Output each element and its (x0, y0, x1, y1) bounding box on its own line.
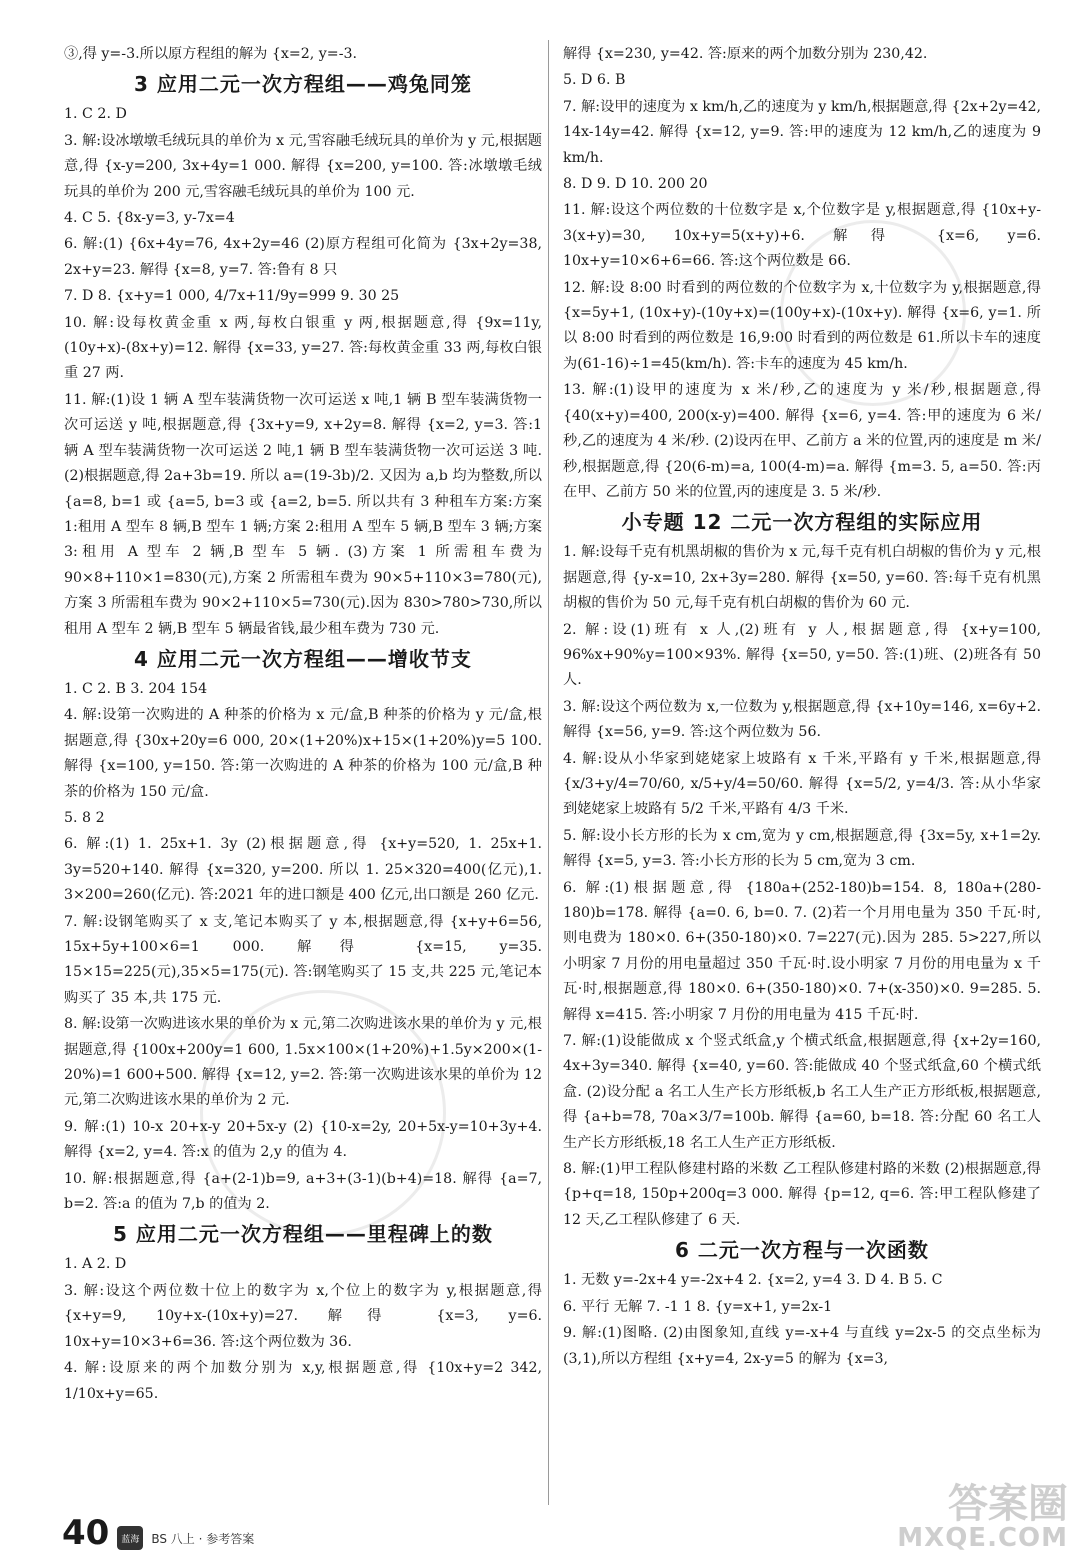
answer-item: 8. D 9. D 10. 200 20 (563, 176, 708, 193)
answer-item: 3. 解:设这个两位数为 x,一位数为 y,根据题意,得 {x+10y=146, x=6y+2. 解得 {x=56, y=9. 答:这个两位数为 56. (563, 698, 1041, 741)
answer-item: 8. 解:(1)甲工程队修建村路的米数 乙工程队修建村路的米数 (2)根据题意,得 {p+q=18, 150p+200q=3 000. 解得 {p=12, q=6. 答:甲工程队修建了 12 天,乙工程队修建了 6 天. (563, 1161, 1041, 1228)
answer-item: 2. 解:设(1)班有 x 人,(2)班有 y 人,根据题意,得 {x+y=100, 96%x+90%y=100×93%. 解得 {x=50, y=50. 答:(1)班、(2)班各有 50 人. (563, 621, 1041, 689)
answer-item: 4. 解:设从小华家到姥姥家上坡路有 x 千米,平路有 y 千米,根据题意,得 {x/3+y/4=70/60, x/5+y/4=50/60. 解得 {x=5/2, y=4/3. 答:从小华家到姥姥家上坡路有 5/2 千米,平路有 4/3 千米. (563, 750, 1041, 818)
answer-item: 11. 解:(1)设 1 辆 A 型车装满货物一次可运送 x 吨,1 辆 B 型车装满货物一次可运送 y 吨,根据题意,得 {3x+y=9, x+2y=8. 解得 {x=2, y=3. 答:1 辆 A 型车装满货物一次可运送 2 吨,1 辆 B 型车装满货物一次可运送 3 吨. (2)根据题意,得 2a+3b=19. 所以 a=(19-3b)/2. 又因为 a,b 均为整数,所以 {a=8, b=1 或 {a=5, b=3 或 {a=2, b=5. 所以共有 3 种租车方案:方案 1:租用 A 型车 8 辆,B 型车 1 辆;方案 2:租用 A 型车 5 辆,B 型车 3 辆;方案 3:租用 A 型车 2 辆,B 型车 5 辆. (3)方案 1 所需租车费为 90×8+110×1=830(元),方案 2 所需租车费为 90×5+110×3=780(元),方案 3 所需租车费为 90×2+110×5=730(元).因为 830>780>730,所以租用 A 型车 2 辆,B 型车 5 辆最省钱,最少租车费为 730 元. (64, 391, 542, 637)
answer-item: 12. 解:设 8:00 时看到的两位数的个位数字为 x,十位数字为 y,根据题意,得 {x=5y+1, (10x+y)-(10y+x)=(100y+x)-(10x+y). 解得 {x=6, y=1. 所以 8:00 时看到的两位数是 16,9:00 时看到的两位数是 61.所以卡车的速度为(61-16)÷1=45(km/h). 答:卡车的速度为 45 km/h. (563, 279, 1041, 372)
answer-item: 1. C 2. B 3. 204 154 (64, 680, 208, 697)
watermark-site: MXQE.COM (897, 1523, 1068, 1553)
answer-item: 5. D 6. B (563, 72, 626, 89)
answer-item: 4. C 5. {8x-y=3, y-7x=4 (64, 210, 235, 227)
answer-item: 1. A 2. D (64, 1256, 127, 1273)
watermark-main: 答案圈 (948, 1481, 1068, 1527)
answer-item: 11. 解:设这个两位数的十位数字是 x,个位数字是 y,根据题意,得 {10x+y-3(x+y)=30, 10x+y=5(x+y)+6. 解得 {x=6, y=6. 10x+y=10×6+6=66. 答:这个两位数是 66. (563, 202, 1041, 270)
page-number: 40 (62, 1513, 110, 1553)
answer-item: 7. D 8. {x+y=1 000, 4/7x+11/9y=999 9. 30 25 (64, 288, 400, 305)
section-title: 3 应用二元一次方程组——鸡兔同笼 (134, 72, 472, 97)
answer-item: 8. 解:设第一次购进该水果的单价为 x 元,第二次购进该水果的单价为 y 元,根据题意,得 {100x+200y=1 600, 1.5x×100×(1+20%)+1.5y×200×(1-20%)=1 600+500. 解得 {x=12, y=2. 答:第一次购进该水果的单价为 12 元,第二次购进该水果的单价为 2 元. (64, 1016, 542, 1109)
answer-item: 4. 解:设第一次购进的 A 种茶的价格为 x 元/盒,B 种茶的价格为 y 元/盒,根据题意,得 {30x+20y=6 000, 20×(1+20%)x+15×(1+20%)y=5 100. 解得 {x=100, y=150. 答:第一次购进的 A 种茶的价格为 100 元/盒,B 种茶的价格为 150 元/盒. (64, 707, 542, 800)
answer-item: 10. 解:设每枚黄金重 x 两,每枚白银重 y 两,根据题意,得 {9x=11y, (10y+x)-(8x+y)=12. 解得 {x=33, y=27. 答:每枚黄金重 33 两,每枚白银重 27 两. (64, 314, 542, 382)
answer-item: 1. 解:设每千克有机黑胡椒的售价为 x 元,每千克有机白胡椒的售价为 y 元,根据题意,得 {y-x=10, 2x+3y=280. 解得 {x=50, y=60. 答:每千克有机黑胡椒的售价为 50 元,每千克有机白胡椒的售价为 60 元. (563, 544, 1041, 612)
answer-item: 6. 解:(1) {6x+4y=76, 4x+2y=46 (2)原方程组可化简为 {3x+2y=38, 2x+y=23. 解得 {x=8, y=7. 答:鲁有 8 只 (64, 236, 542, 278)
section-title: 小专题 12 二元一次方程组的实际应用 (621, 510, 983, 535)
answer-item: 9. 解:(1) 10-x 20+x-y 20+5x-y (2) {10-x=2y, 20+5x-y=10+3y+4. 解得 {x=2, y=4. 答:x 的值为 2,y 的值为 4. (64, 1118, 542, 1161)
answer-item: 1. 无数 y=-2x+4 y=-2x+4 2. {x=2, y=4 3. D 4. B 5. C (563, 1272, 943, 1289)
section-title: 6 二元一次方程与一次函数 (675, 1238, 929, 1263)
answer-item: 7. 解:设钢笔购买了 x 支,笔记本购买了 y 本,根据题意,得 {x+y+6=56, 15x+5y+100×6=1 000. 解得 {x=15, y=35. 15×15=225(元),35×5=175(元). 答:钢笔购买了 15 支,共 225 元,笔记本购买了 35 本,共 175 元. (64, 913, 542, 1006)
section-title: 5 应用二元一次方程组——里程碑上的数 (113, 1222, 493, 1247)
answer-item: 4. 解:设原来的两个加数分别为 x,y,根据题意,得 {10x+y=2 342, 1/10x+y=65. (64, 1360, 542, 1402)
column-divider (548, 40, 549, 1505)
answer-item: 3. 解:设这个两位数十位上的数字为 x,个位上的数字为 y,根据题意,得 {x+y=9, 10y+x-(10x+y)=27. 解得 {x=3, y=6. 10x+y=10×3+6=36. 答:这个两位数为 36. (64, 1282, 542, 1350)
footer-text: BS 八上 · 参考答案 (151, 1532, 255, 1546)
answer-item: 1. C 2. D (64, 106, 127, 123)
answer-item: 7. 解:设甲的速度为 x km/h,乙的速度为 y km/h,根据题意,得 {2x+2y=42, 14x-14y=42. 解得 {x=12, y=9. 答:甲的速度为 12 km/h,乙的速度为 9 km/h. (563, 98, 1041, 166)
answer-item: 6. 解:(1) 1. 25x+1. 3y (2)根据题意,得 {x+y=520, 1. 25x+1. 3y=520+140. 解得 {x=320, y=200. 所以 1. 25×320=400(亿元),1. 3×200=260(亿元). 答:2021 年的进口额是 400 亿元,出口额是 260 亿元. (64, 836, 542, 904)
answer-item: 9. 解:(1)图略. (2)由图象知,直线 y=-x+4 与直线 y=2x-5 的交点坐标为(3,1),所以方程组 {x+y=4, 2x-y=5 的解为 {x=3, (563, 1325, 1041, 1367)
publisher-logo-text: 蓝海 (121, 1534, 140, 1545)
page-footer (62, 1510, 255, 1553)
left-column (64, 42, 542, 1408)
answer-item: 5. 8 2 (64, 809, 105, 826)
answer-item: 10. 解:根据题意,得 {a+(2-1)b=9, a+3+(3-1)(b+4)=18. 解得 {a=7, b=2. 答:a 的值为 7,b 的值为 2. (64, 1170, 542, 1213)
answer-item: 6. 平行 无解 7. -1 1 8. {y=x+1, y=2x-1 (563, 1298, 833, 1315)
answer-item: 解得 {x=230, y=42. 答:原来的两个加数分别为 230,42. (563, 46, 928, 62)
right-column (563, 42, 1041, 1373)
answer-line: ③,得 y=-3.所以原方程组的解为 {x=2, y=-3. (64, 46, 358, 62)
answer-item: 7. 解:(1)设能做成 x 个竖式纸盒,y 个横式纸盒,根据题意,得 {x+2y=160, 4x+3y=340. 解得 {x=40, y=60. 答:能做成 40 个竖式纸盒,60 个横式纸盒. (2)设分配 a 名工人生产长方形纸板,b 名工人生产正方形纸板,根据题意,得 {a+b=78, 70a×3/7=100b. 解得 {a=60, b=18. 答:分配 60 名工人生产长方形纸板,18 名工人生产正方形纸板. (563, 1033, 1041, 1151)
answer-item: 3. 解:设冰墩墩毛绒玩具的单价为 x 元,雪容融毛绒玩具的单价为 y 元,根据题意,得 {x-y=200, 3x+4y=1 000. 解得 {x=200, y=100. 答:冰墩墩毛绒玩具的单价为 200 元,雪容融毛绒玩具的单价为 100 元. (64, 132, 542, 200)
answer-item: 6. 解:(1)根据题意,得 {180a+(252-180)b=154. 8, 180a+(280-180)b=178. 解得 {a=0. 6, b=0. 7. (2)若一个月用电量为 350 千瓦·时,则电费为 180×0. 6+(350-180)×0. 7=227(元).因为 285. 5>227,所以小明家 7 月份的用电量超过 350 千瓦·时.设小明家 7 月份的用电量为 x 千瓦·时,根据题意,得 180×0. 6+(350-180)×0. 7+(x-350)×0. 9=285. 5. 解得 x=415. 答:小明家 7 月份的用电量为 415 千瓦·时. (563, 879, 1041, 1023)
answer-item: 5. 解:设小长方形的长为 x cm,宽为 y cm,根据题意,得 {3x=5y, x+1=2y. 解得 {x=5, y=3. 答:小长方形的长为 5 cm,宽为 3 cm. (563, 827, 1041, 870)
publisher-logo-icon (117, 1526, 143, 1550)
watermark (897, 1481, 1068, 1553)
section-title: 4 应用二元一次方程组——增收节支 (134, 646, 472, 671)
answer-item: 13. 解:(1)设甲的速度为 x 米/秒,乙的速度为 y 米/秒,根据题意,得 {40(x+y)=400, 200(x-y)=400. 解得 {x=6, y=4. 答:甲的速度为 6 米/秒,乙的速度为 4 米/秒. (2)设丙在甲、乙前方 a 米的位置,丙的速度是 m 米/秒,根据题意,得 {20(6-m)=a, 100(4-m)=a. 解得 {m=3. 5, a=50. 答:丙在甲、乙前方 50 米的位置,丙的速度是 3. 5 米/秒. (563, 382, 1041, 500)
